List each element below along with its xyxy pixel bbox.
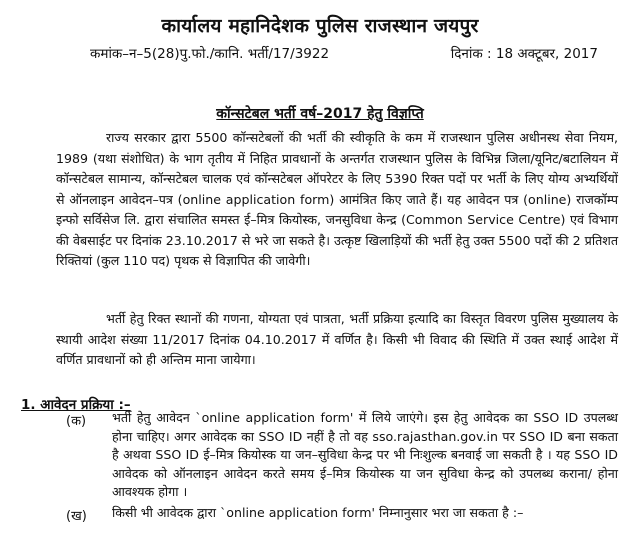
item-text-kha: किसी भी आवेदक द्वारा `online application form' निम्नानुसार भरा जा सकता है :–	[112, 505, 524, 520]
notice-title: कॉन्सटेबल भर्ती वर्ष–2017 हेतु विज्ञप्ति	[216, 106, 424, 122]
section-heading-application-process: 1. आवेदन प्रक्रिया :–	[21, 397, 131, 413]
item-label-kha: (ख)	[66, 509, 87, 524]
reference-line	[90, 44, 598, 62]
office-heading: कार्यालय महानिदेशक पुलिस राजस्थान जयपुर	[161, 15, 479, 37]
reference-number: कमांक–न–5(28)पु.फो./कानि. भर्ती/17/3922	[90, 46, 330, 62]
item-label-ka: (क)	[66, 414, 87, 429]
notice-paragraph-2: भर्ती हेतु रिक्त स्थानों की गणना, योग्यता एवं पात्रता, भर्ती प्रक्रिया इत्यादि का विस्तृत विवरण पुलिस मुख्यालय के स्थायी आदेश संख्या 11/2017 दिनांक 04.10.2017 में वर्णित है। किसी भी विवाद की स्थिति में उक्त स्थाई आदेश में वर्णित प्रावधानों को ही अन्तिम माना जायेगा।	[56, 311, 618, 367]
item-text-ka: भर्ती हेतु आवेदन `online application form' में लिये जाएंगे। इस हेतु आवेदक का SSO ID उपलब्ध होना चाहिए। अगर आवेदक का SSO ID नहीं है तो वह sso.rajasthan.gov.in पर SSO ID बना सकता है अथवा SSO ID ई–मित्र कियोस्क या जन–सुविधा केन्द्र पर भी निःशुल्क बनवाई जा सकती है । यह SSO ID आवेदक को ऑनलाइन आवेदन करते समय ई–मित्र कियोस्क या जन सुविधा केन्द्र को उपलब्ध कराना/ होना आवश्यक होगा ।	[112, 410, 618, 499]
notice-paragraph-1: राज्य सरकार द्वारा 5500 कॉन्सटेबलों की भर्ती की स्वीकृति के कम में राजस्थान पुलिस अधीनस्थ सेवा नियम, 1989 (यथा संशोधित) के भाग तृतीय में निहित प्रावधानों के अन्तर्गत राजस्थान पुलिस के विभिन्न जिला/यूनिट/बटालियन में कॉन्सटेबल सामान्य, कॉन्सटेबल चालक एवं कॉन्सटेबल ऑपरेटर के लिए 5390 रिक्त पदों पर भर्ती के लिए योग्य अभ्यर्थियों से ऑनलाइन आवेदन–पत्र (online application form) आमंत्रित किए जाते हैं। यह आवेदन पत्र (online) राजकॉम्प इन्फो सर्विसेज लि. द्वारा संचालित समस्त ई–मित्र कियोस्क, जनसुविधा केन्द्र (Common Service Centre) एवं विभाग की वेबसाईट पर दिनांक 23.10.2017 से भरे जा सकते है। उत्कृष्ट खिलाड़ियों की भर्ती हेतु उक्त 5500 पदों की 2 प्रतिशत रिक्तियां (कुल 110 पद) पृथक से विज्ञापित की जावेगी।	[56, 130, 618, 268]
issue-date: दिनांक : 18 अक्टूबर, 2017	[450, 46, 598, 62]
